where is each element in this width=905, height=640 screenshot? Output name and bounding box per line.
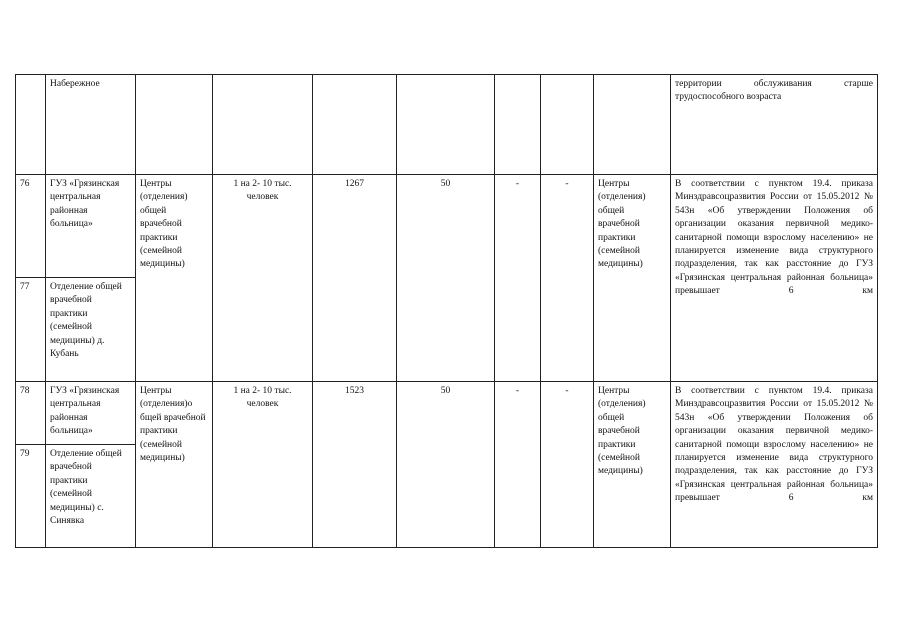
facility-name: Отделение общей врачебной практики (семейной медицины) с. Синявка [46, 445, 136, 548]
row-number: 77 [16, 278, 46, 382]
norm-cell: 1 на 2- 10 тыс. человек [213, 175, 313, 382]
facility-type: Центры (отделения)о бщей врачебной практики (семейной медицины) [136, 382, 213, 548]
dash-cell: - [495, 382, 541, 548]
dash-cell: - [541, 382, 594, 548]
facility-name: ГУЗ «Грязинская центральная районная больница» [46, 382, 136, 445]
planned-type: Центры (отделения) общей врачебной практики (семейной медицины) [594, 175, 671, 382]
facilities-table [15, 74, 878, 548]
table-row [16, 382, 878, 445]
row-number: 78 [16, 382, 46, 445]
row-number: 76 [16, 175, 46, 278]
facility-type: Центры (отделения) общей врачебной практики (семейной медицины) [136, 175, 213, 382]
row-number: 79 [16, 445, 46, 548]
comment-cell: В соответствии с пунктом 19.4. приказа Минздравсоцразвития России от 15.05.2012 № 543н «Об утверждении Положения об организации оказания первичной медико-санитарной помощи взрослому населению» не планируется изменение вида структурного подразделения, так как расстояние до ГУЗ «Грязинская центральная районная больница» превышает 6 км [671, 175, 878, 382]
row-number [16, 75, 46, 175]
planned-type: Центры (отделения) общей врачебной практики (семейной медицины) [594, 382, 671, 548]
population-cell: 1523 [313, 382, 397, 548]
comment-cell: территории обслуживания старше трудоспособного возраста [671, 75, 878, 175]
facility-name: Набережное [46, 75, 136, 175]
norm-cell: 1 на 2- 10 тыс. человек [213, 382, 313, 548]
dash-cell: - [541, 175, 594, 382]
population-cell: 1267 [313, 175, 397, 382]
facility-name: ГУЗ «Грязинская центральная районная больница» [46, 175, 136, 278]
comment-cell: В соответствии с пунктом 19.4. приказа Минздравсоцразвития России от 15.05.2012 № 543н «Об утверждении Положения об организации оказания первичной медико-санитарной помощи взрослому населению» не планируется изменение вида структурного подразделения, так как расстояние до ГУЗ «Грязинская центральная районная больница» превышает 6 км [671, 382, 878, 548]
facility-name: Отделение общей врачебной практики (семейной медицины) д. Кубань [46, 278, 136, 382]
continuation-row [16, 75, 878, 175]
distance-cell: 50 [397, 382, 495, 548]
distance-cell: 50 [397, 175, 495, 382]
dash-cell: - [495, 175, 541, 382]
table-row [16, 175, 878, 278]
